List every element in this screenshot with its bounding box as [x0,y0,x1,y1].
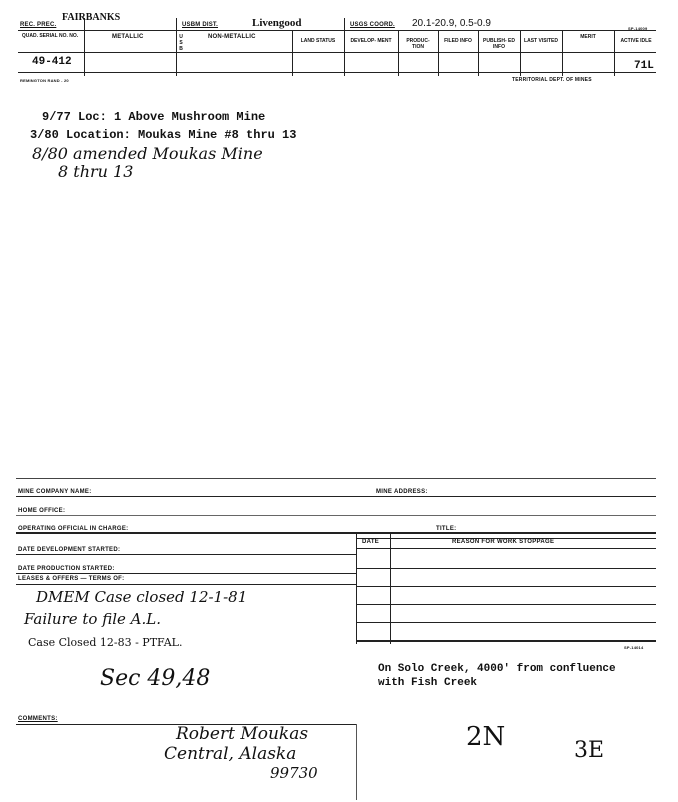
col-active-idle: ACTIVE IDLE [620,38,652,44]
col-production: PRODUC- TION [406,38,430,50]
hand-zip: 99730 [270,764,318,782]
comments-label: COMMENTS: [18,716,58,722]
active-value: 71L [634,60,654,72]
hand-note-2: 8 thru 13 [58,162,134,181]
location-line-2: with Fish Creek [378,677,478,689]
rec-prec-value: FAIRBANKS [62,12,121,23]
col-merit: MERIT [580,34,596,40]
leases-label: LEASES & OFFERS — TERMS OF: [18,576,125,582]
non-metallic-label: NON-METALLIC [208,34,256,40]
hand-lease-3: Case Closed 12-83 - PTFAL. [28,636,183,649]
territorial-note: TERRITORIAL DEPT. OF MINES [512,77,592,83]
prod-started-label: DATE PRODUCTION STARTED: [18,566,115,572]
mine-company-label: MINE COMPANY NAME: [18,489,92,495]
col-published-info: PUBLISH- ED INFO [483,38,515,50]
hand-name: Robert Moukas [176,724,309,744]
hand-note-1: 8/80 amended Moukas Mine [32,144,263,163]
usbm-dist-value: Livengood [252,17,302,29]
quad-serial-value: 49-412 [32,56,72,68]
form-code-2: SP-14014 [624,645,644,650]
col-filed-info: FILED INFO [444,38,472,44]
reason-col-label: REASON FOR WORK STOPPAGE [452,539,555,545]
location-line-1: On Solo Creek, 4000' from confluence [378,663,616,675]
form-code: SP-14009 [628,26,648,31]
title-label: TITLE: [436,526,457,532]
date-col-label: DATE [362,539,380,545]
col-development: DEVELOP- MENT [350,38,392,44]
hand-lease-1: DMEM Case closed 12-1-81 [36,588,248,606]
rec-prec-label: REC. PREC. [20,22,57,28]
top-card [0,0,678,90]
hand-city: Central, Alaska [164,744,297,764]
remington-note: REMINGTON RAND - 20 [20,78,69,83]
col-land-status: LAND STATUS [300,38,336,44]
hand-range: 3E [574,738,605,763]
quad-serial-label: QUAD. SERIAL NO. NO. [21,33,79,39]
mine-address-label: MINE ADDRESS: [376,489,428,495]
note-line-1: 9/77 Loc: 1 Above Mushroom Mine [42,110,266,124]
home-office-label: HOME OFFICE: [18,508,66,514]
dev-started-label: DATE DEVELOPMENT STARTED: [18,547,121,553]
hand-lease-2: Failure to file A.L. [24,610,162,628]
metallic-label: METALLIC [112,34,144,40]
note-line-2: 3/80 Location: Moukas Mine #8 thru 13 [30,128,297,142]
bottom-card [0,470,678,802]
hand-sec: Sec 49,48 [100,666,211,691]
col-last-visited: LAST VISITED [524,38,558,44]
hand-township: 2N [466,722,506,752]
usgs-coord-label: USGS COORD. [350,22,395,28]
operating-official-label: OPERATING OFFICIAL IN CHARGE: [18,526,129,532]
notes-section [0,104,678,194]
usgs-coord-value: 20.1-20.9, 0.5-0.9 [412,18,491,29]
usb-label: U S B [179,34,183,52]
usbm-dist-label: USBM DIST. [182,22,219,28]
